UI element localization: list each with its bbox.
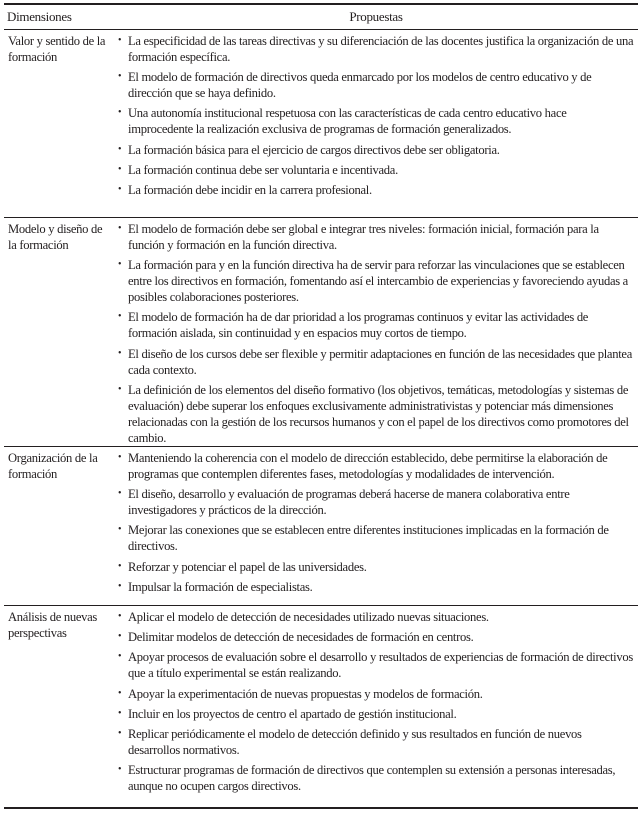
proposal-item: • Apoyar procesos de evaluación sobre el desarrollo y resultados de experiencias de formación de directivos que a título experimental se están realizando. (118, 649, 634, 681)
header-dimensiones: Dimensiones (7, 9, 72, 24)
proposal-item: • Mejorar las conexiones que se establecen entre diferentes instituciones implicadas en la formación de directivos. (118, 522, 634, 554)
proposal-item: • Incluir en los proyectos de centro el apartado de gestión institucional. (118, 706, 634, 722)
proposal-item: • La especificidad de las tareas directivas y su diferenciación de las docentes justifica la organización de una formación específica. (118, 33, 634, 65)
proposal-item: • El diseño, desarrollo y evaluación de programas deberá hacerse de manera colaborativa entre investigadores y prácticos de la dirección. (118, 486, 634, 518)
proposal-list (112, 33, 638, 217)
table-row (4, 218, 638, 447)
proposal-item: • Una autonomía institucional respetuosa con las características de cada centro educativo hace improcedente la realización exclusiva de programas de formación generalizados. (118, 105, 634, 137)
header-propuestas: Propuestas (349, 9, 403, 24)
proposal-list (112, 221, 638, 446)
proposal-item: • El modelo de formación de directivos queda enmarcado por los modelos de centro educativo y de dirección que se haya definido. (118, 69, 634, 101)
proposal-item: • Estructurar programas de formación de directivos que contemplen su extensión a personas interesadas, aunque no ocupen cargos directivos. (118, 762, 634, 794)
proposal-item: • Manteniendo la coherencia con el modelo de dirección establecido, debe permitirse la elaboración de programas que contemplen diferentes fases, metodologías y modalidades de intervención. (118, 450, 634, 482)
proposal-list (112, 450, 638, 605)
proposal-item: • Replicar periódicamente el modelo de detección definido y sus resultados en función de nuevos desarrollos normativos. (118, 726, 634, 758)
proposal-item: • Impulsar la formación de especialistas. (118, 579, 634, 595)
proposal-item: • La formación continua debe ser voluntaria e incentivada. (118, 162, 634, 178)
proposal-item: • Apoyar la experimentación de nuevas propuestas y modelos de formación. (118, 686, 634, 702)
proposals-table (4, 3, 638, 809)
table-row (4, 447, 638, 606)
proposal-item: • La formación básica para el ejercicio de cargos directivos debe ser obligatoria. (118, 142, 634, 158)
proposal-item: • El modelo de formación debe ser global e integrar tres niveles: formación inicial, formación para la función y formación en la función directiva. (118, 221, 634, 253)
proposal-item: • Reforzar y potenciar el papel de las universidades. (118, 559, 634, 575)
table-row (4, 30, 638, 218)
dimension-label: Valor y sentido de la formación (8, 34, 106, 64)
dimension-label: Análisis de nuevas perspectivas (8, 610, 98, 640)
proposal-item: • La formación debe incidir en la carrera profesional. (118, 182, 634, 198)
dimension-label: Modelo y diseño de la formación (8, 222, 103, 252)
proposal-item: • El diseño de los cursos debe ser flexible y permitir adaptaciones en función de las necesidades que plantea cada contexto. (118, 346, 634, 378)
proposal-item: • La formación para y en la función directiva ha de servir para reforzar las vinculaciones que se establecen entre los directivos en formación, fomentando así el intercambio de experiencias y favoreciendo ayudas a posibles colaboraciones posteriores. (118, 257, 634, 305)
proposal-item: • Delimitar modelos de detección de necesidades de formación en centros. (118, 629, 634, 645)
proposal-item: • El modelo de formación ha de dar prioridad a los programas continuos y evitar las actividades de formación aislada, sin continuidad y en espacios muy cortos de tiempo. (118, 309, 634, 341)
proposal-list (112, 609, 638, 807)
dimension-label: Organización de la formación (8, 451, 98, 481)
proposal-item: • Aplicar el modelo de detección de necesidades utilizado nuevas situaciones. (118, 609, 634, 625)
proposal-item: • La definición de los elementos del diseño formativo (los objetivos, temáticas, metodologías y sistemas de evaluación) debe superar los enfoques exclusivamente administrativistas y potenciar más dimensiones relacionadas con la gestión de los recursos humanos y con el papel de los directivos como promotores del cambio. (118, 382, 634, 446)
table-header (4, 5, 638, 30)
table-row (4, 606, 638, 809)
